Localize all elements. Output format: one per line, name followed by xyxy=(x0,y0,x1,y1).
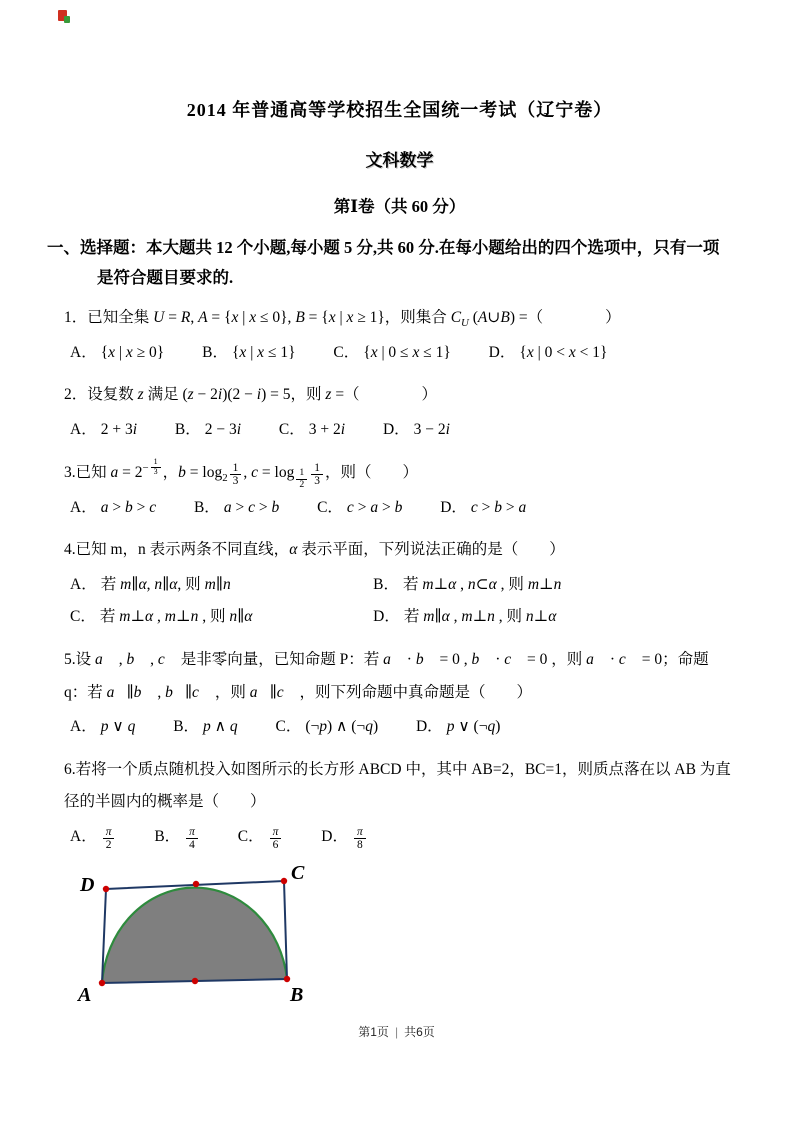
option-c: C． $\frac{\pi}{6}$ xyxy=(238,821,284,854)
question-1-options xyxy=(70,337,735,370)
option-a: A． $\frac{\pi}{2}$ xyxy=(70,821,116,854)
option-a: A． 2 + 3i xyxy=(70,421,138,439)
question-4 xyxy=(64,534,735,634)
question-5 xyxy=(64,644,735,744)
question-4-options xyxy=(70,569,735,634)
question-2-options xyxy=(70,414,735,447)
part-title: 第Ⅰ卷（共 60 分） xyxy=(333,197,466,216)
option-a: A． 若 m∥α, n∥α, 则 m∥n xyxy=(70,575,231,593)
footer-page-total: 共6页 xyxy=(404,1025,435,1039)
option-b: B． p ∧ q xyxy=(173,718,238,736)
figure-label-b: B xyxy=(290,984,304,1006)
option-b: B． a > c > b xyxy=(193,498,280,516)
option-d: D． p ∨ (¬q) xyxy=(415,718,501,736)
option-d: D． 3 − 2i xyxy=(382,421,450,439)
question-1 xyxy=(64,302,735,369)
publisher-logo-icon xyxy=(57,8,71,24)
footer-page-number: 第1页 xyxy=(358,1025,389,1039)
figure-semicircle-fill xyxy=(102,888,287,983)
question-3 xyxy=(64,457,735,525)
option-c: C． {x | 0 ≤ x ≤ 1} xyxy=(333,343,451,361)
option-b: B． 若 m⊥α , n⊂α , 则 m⊥n xyxy=(373,575,562,593)
option-c: C． 若 m⊥α , m⊥n , 则 n∥α xyxy=(70,608,253,626)
option-b: B． 2 − 3i xyxy=(174,421,242,439)
question-6-figure xyxy=(76,863,312,1010)
vertex-dot-b xyxy=(284,976,290,982)
page-footer xyxy=(0,1023,793,1040)
option-d: D． $\frac{\pi}{8}$ xyxy=(321,821,367,854)
question-2-stem: 2．设复数 z 满足 (z − 2i)(2 − i) = 5，则 z =（ ） xyxy=(64,386,438,404)
option-a: A． p ∨ q xyxy=(70,718,136,736)
vertex-dot-d xyxy=(103,886,109,892)
option-a: A． a > b > c xyxy=(70,498,157,516)
exam-subject: 文科数学 xyxy=(365,151,434,170)
question-list xyxy=(64,302,735,1010)
tangent-dot-dc xyxy=(193,881,199,887)
exam-title: 2014 年普通高等学校招生全国统一考试（辽宁卷） xyxy=(186,100,613,120)
question-1-stem: 1．已知全集 U = R, A = {x | x ≤ 0}, B = {x | x ≥ 1}，则集合 $C_U$ (A∪B) =（ ） xyxy=(64,309,621,330)
vertex-dot-c xyxy=(281,878,287,884)
question-6 xyxy=(64,754,735,854)
figure-label-d: D xyxy=(80,874,95,897)
option-c: C． (¬p) ∧ (¬q) xyxy=(275,718,379,736)
footer-separator: | xyxy=(394,1025,399,1039)
option-b: B． $\frac{\pi}{4}$ xyxy=(154,821,200,854)
option-a: A． {x | x ≥ 0} xyxy=(70,343,165,361)
option-d: D． {x | 0 < x < 1} xyxy=(488,343,608,361)
option-c: C． c > a > b xyxy=(317,498,403,516)
question-6-stem: 6.若将一个质点随机投入如图所示的长方形 ABCD 中，其中 AB=2，BC=1，则质点落在以 AB 为直径的半圆内的概率是（ ） xyxy=(64,760,731,811)
section-heading xyxy=(47,233,735,292)
midpoint-dot-ab xyxy=(192,978,198,984)
question-3-stem: 3.已知 $a = 2^{- \frac{1}{3}}$ ，$b = \log_2$ $\frac{1}{3}$ , c = log $_{\frac{1}{2}}$ $\frac{1}{3}$ ，则（ ） xyxy=(64,457,418,490)
vertex-dot-a xyxy=(99,980,105,986)
question-2 xyxy=(64,379,735,446)
option-d: D． 若 m∥α , m⊥n , 则 n⊥α xyxy=(373,608,557,626)
figure-label-a: A xyxy=(78,984,92,1006)
option-d: D． c > b > a xyxy=(440,498,527,516)
question-4-stem: 4.已知 m，n 表示两条不同直线，α 表示平面，下列说法正确的是（ ） xyxy=(64,541,565,559)
question-3-options xyxy=(70,492,735,525)
option-b: B． {x | x ≤ 1} xyxy=(202,343,296,361)
rectangle-semicircle-diagram xyxy=(76,863,312,1005)
option-c: C． 3 + 2i xyxy=(278,421,346,439)
question-5-stem: 5.设 a⃗ , b⃗ , c⃗ 是非零向量，已知命题 P：若 a⃗ · b⃗ = 0 , b⃗ · c⃗ = 0 ，则 a⃗ · c⃗ = 0；命题 q：若 a⃗∥b⃗ , b⃗∥c⃗ ，则 a⃗∥c⃗ ，则下列命题中真命题是（ ） xyxy=(64,651,709,701)
section-intro: 本大题共 12 个小题,每小题 5 分,共 60 分.在每小题给出的四个选项中，只有一项是符合题目要求的. xyxy=(97,238,720,287)
question-5-options xyxy=(70,711,735,744)
question-6-options xyxy=(70,821,735,854)
section-label: 一、选择题： xyxy=(47,238,146,257)
figure-label-c: C xyxy=(291,863,305,885)
